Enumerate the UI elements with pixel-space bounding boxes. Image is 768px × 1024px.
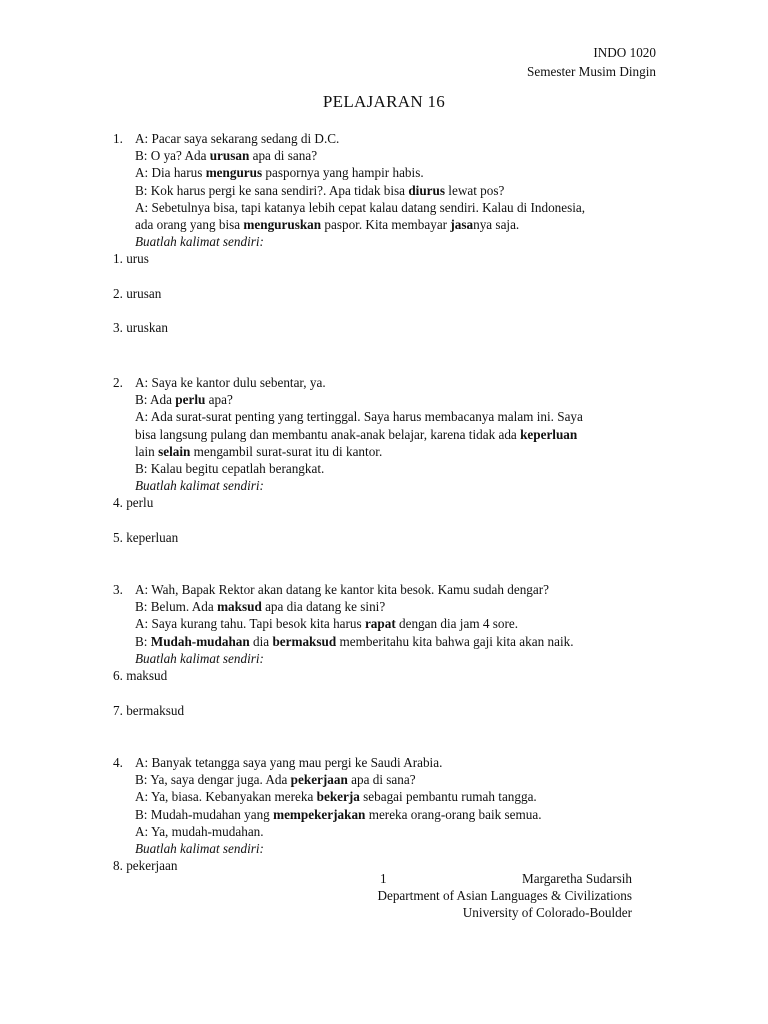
dialogue-text: lain bbox=[135, 443, 159, 459]
dialogue-line bbox=[135, 147, 317, 164]
dialogue-line bbox=[135, 788, 537, 805]
dialogue-line bbox=[135, 771, 416, 788]
dialogue-text: B: Belum. Ada bbox=[135, 599, 218, 615]
dialogue-text: A: Saya kurang tahu. Tapi besok kita harus bbox=[135, 616, 365, 632]
dialogue-text: paspor. Kita membayar bbox=[321, 217, 451, 232]
vocabulary-word: maksud bbox=[217, 599, 262, 615]
exercise-item: 2. urusan bbox=[113, 285, 162, 301]
vocabulary-word: diurus bbox=[408, 182, 445, 198]
dialogue-text: dengan dia jam 4 sore. bbox=[395, 616, 519, 632]
dialogue-text: ada orang yang bisa bbox=[135, 217, 244, 232]
dialogue-text: A: Wah, Bapak Rektor akan datang ke kantor kita besok. Kamu sudah dengar? bbox=[135, 582, 549, 597]
dialogue-text: A: Banyak tetangga saya yang mau pergi ke Saudi Arabia. bbox=[135, 755, 443, 770]
exercise-item: 7. bermaksud bbox=[113, 702, 185, 718]
dialogue-line bbox=[135, 823, 264, 840]
dialogue-text: memberitahu kita bahwa gaji kita akan naik. bbox=[336, 633, 574, 649]
question-number: 3. bbox=[113, 582, 123, 597]
vocabulary-word: rapat bbox=[364, 616, 396, 632]
exercise-item: 4. perlu bbox=[113, 495, 154, 511]
question-number: 2. bbox=[113, 375, 123, 390]
dialogue-text: B: Mudah-mudahan yang bbox=[135, 806, 274, 822]
dialogue-text: B: Ada bbox=[135, 392, 176, 408]
vocabulary-word: bermaksud bbox=[272, 633, 337, 649]
dialogue-text: paspornya yang hampir habis. bbox=[262, 165, 424, 181]
dialogue-text: B: O ya? Ada bbox=[135, 148, 210, 164]
dialogue-line bbox=[135, 216, 519, 233]
dialogue-line bbox=[135, 164, 424, 181]
dialogue-line bbox=[135, 615, 518, 632]
exercise-item: 1. urus bbox=[113, 251, 149, 267]
department-name: Department of Asian Languages & Civilizations bbox=[377, 888, 632, 903]
vocabulary-word: keperluan bbox=[520, 426, 578, 442]
page-title: PELAJARAN 16 bbox=[322, 92, 446, 111]
course-code: INDO 1020 bbox=[593, 45, 656, 60]
dialogue-line bbox=[135, 460, 324, 477]
instruction-text: Buatlah kalimat sendiri: bbox=[135, 841, 264, 856]
dialogue-line bbox=[135, 199, 585, 216]
university-name: University of Colorado-Boulder bbox=[462, 905, 632, 920]
exercise-item: 8. pekerjaan bbox=[113, 858, 178, 874]
instruction-text: Buatlah kalimat sendiri: bbox=[135, 234, 264, 250]
dialogue-text: bisa langsung pulang dan membantu anak-anak belajar, karena tidak ada bbox=[135, 426, 521, 442]
vocabulary-word: Mudah-mudahan bbox=[150, 633, 250, 649]
vocabulary-word: mengurus bbox=[205, 165, 263, 181]
question-number: 1. bbox=[113, 131, 123, 146]
dialogue-line bbox=[135, 598, 385, 615]
dialogue-line bbox=[135, 374, 326, 391]
instruction-text: Buatlah kalimat sendiri: bbox=[135, 650, 264, 666]
dialogue-line bbox=[135, 633, 574, 650]
vocabulary-word: jasa bbox=[450, 217, 474, 232]
dialogue-text: mengambil surat-surat itu di kantor. bbox=[190, 443, 383, 459]
dialogue-line bbox=[135, 754, 442, 771]
dialogue-text: A: Sebetulnya bisa, tapi katanya lebih cepat kalau datang sendiri. Kalau di Indonesia, bbox=[135, 199, 586, 215]
exercise-item: 3. uruskan bbox=[113, 320, 168, 336]
dialogue-line bbox=[135, 391, 233, 408]
dialogue-text: apa? bbox=[205, 392, 233, 408]
dialogue-text: B: bbox=[135, 633, 151, 649]
dialogue-text: A: Ada surat-surat penting yang tertinggal. Saya harus membacanya malam ini. Saya bbox=[135, 409, 583, 425]
dialogue-line bbox=[135, 581, 549, 598]
author-name: Margaretha Sudarsih bbox=[522, 871, 632, 886]
dialogue-text: B: Kalau begitu cepatlah berangkat. bbox=[135, 461, 325, 476]
dialogue-text: A: Ya, mudah-mudahan. bbox=[135, 823, 264, 839]
dialogue-text: lewat pos? bbox=[445, 182, 505, 198]
exercise-item: 6. maksud bbox=[113, 668, 168, 683]
dialogue-text: B: Ya, saya dengar juga. Ada bbox=[135, 772, 291, 788]
dialogue-line bbox=[135, 806, 542, 823]
dialogue-text: mereka orang-orang baik semua. bbox=[365, 806, 542, 822]
instruction-text: Buatlah kalimat sendiri: bbox=[135, 478, 264, 494]
vocabulary-word: pekerjaan bbox=[290, 772, 348, 788]
vocabulary-word: bekerja bbox=[316, 789, 360, 805]
semester-label: Semester Musim Dingin bbox=[527, 64, 656, 79]
dialogue-text: A: Pacar saya sekarang sedang di D.C. bbox=[135, 131, 340, 146]
dialogue-text: sebagai pembantu rumah tangga. bbox=[359, 789, 537, 805]
dialogue-text: dia bbox=[249, 633, 273, 649]
vocabulary-word: perlu bbox=[175, 392, 206, 408]
dialogue-line bbox=[135, 408, 583, 425]
dialogue-line bbox=[135, 182, 504, 199]
vocabulary-word: urusan bbox=[209, 148, 250, 164]
vocabulary-word: mempekerjakan bbox=[273, 806, 366, 822]
dialogue-text: apa di sana? bbox=[347, 772, 416, 788]
dialogue-line bbox=[135, 426, 577, 443]
dialogue-text: B: Kok harus pergi ke sana sendiri?. Apa tidak bisa bbox=[135, 182, 409, 198]
dialogue-line bbox=[135, 443, 382, 460]
dialogue-text: A: Saya ke kantor dulu sebentar, ya. bbox=[135, 375, 326, 390]
dialogue-text: A: Ya, biasa. Kebanyakan mereka bbox=[135, 789, 317, 805]
question-number: 4. bbox=[113, 755, 123, 770]
dialogue-text: A: Dia harus bbox=[135, 165, 206, 181]
vocabulary-word: menguruskan bbox=[243, 217, 322, 232]
vocabulary-word: selain bbox=[158, 443, 191, 459]
exercise-item: 5. keperluan bbox=[113, 529, 179, 545]
dialogue-line bbox=[135, 130, 339, 147]
page-number: 1 bbox=[380, 871, 387, 886]
dialogue-text: apa dia datang ke sini? bbox=[261, 599, 386, 615]
dialogue-text: nya saja. bbox=[473, 217, 520, 232]
dialogue-text: apa di sana? bbox=[249, 148, 318, 164]
